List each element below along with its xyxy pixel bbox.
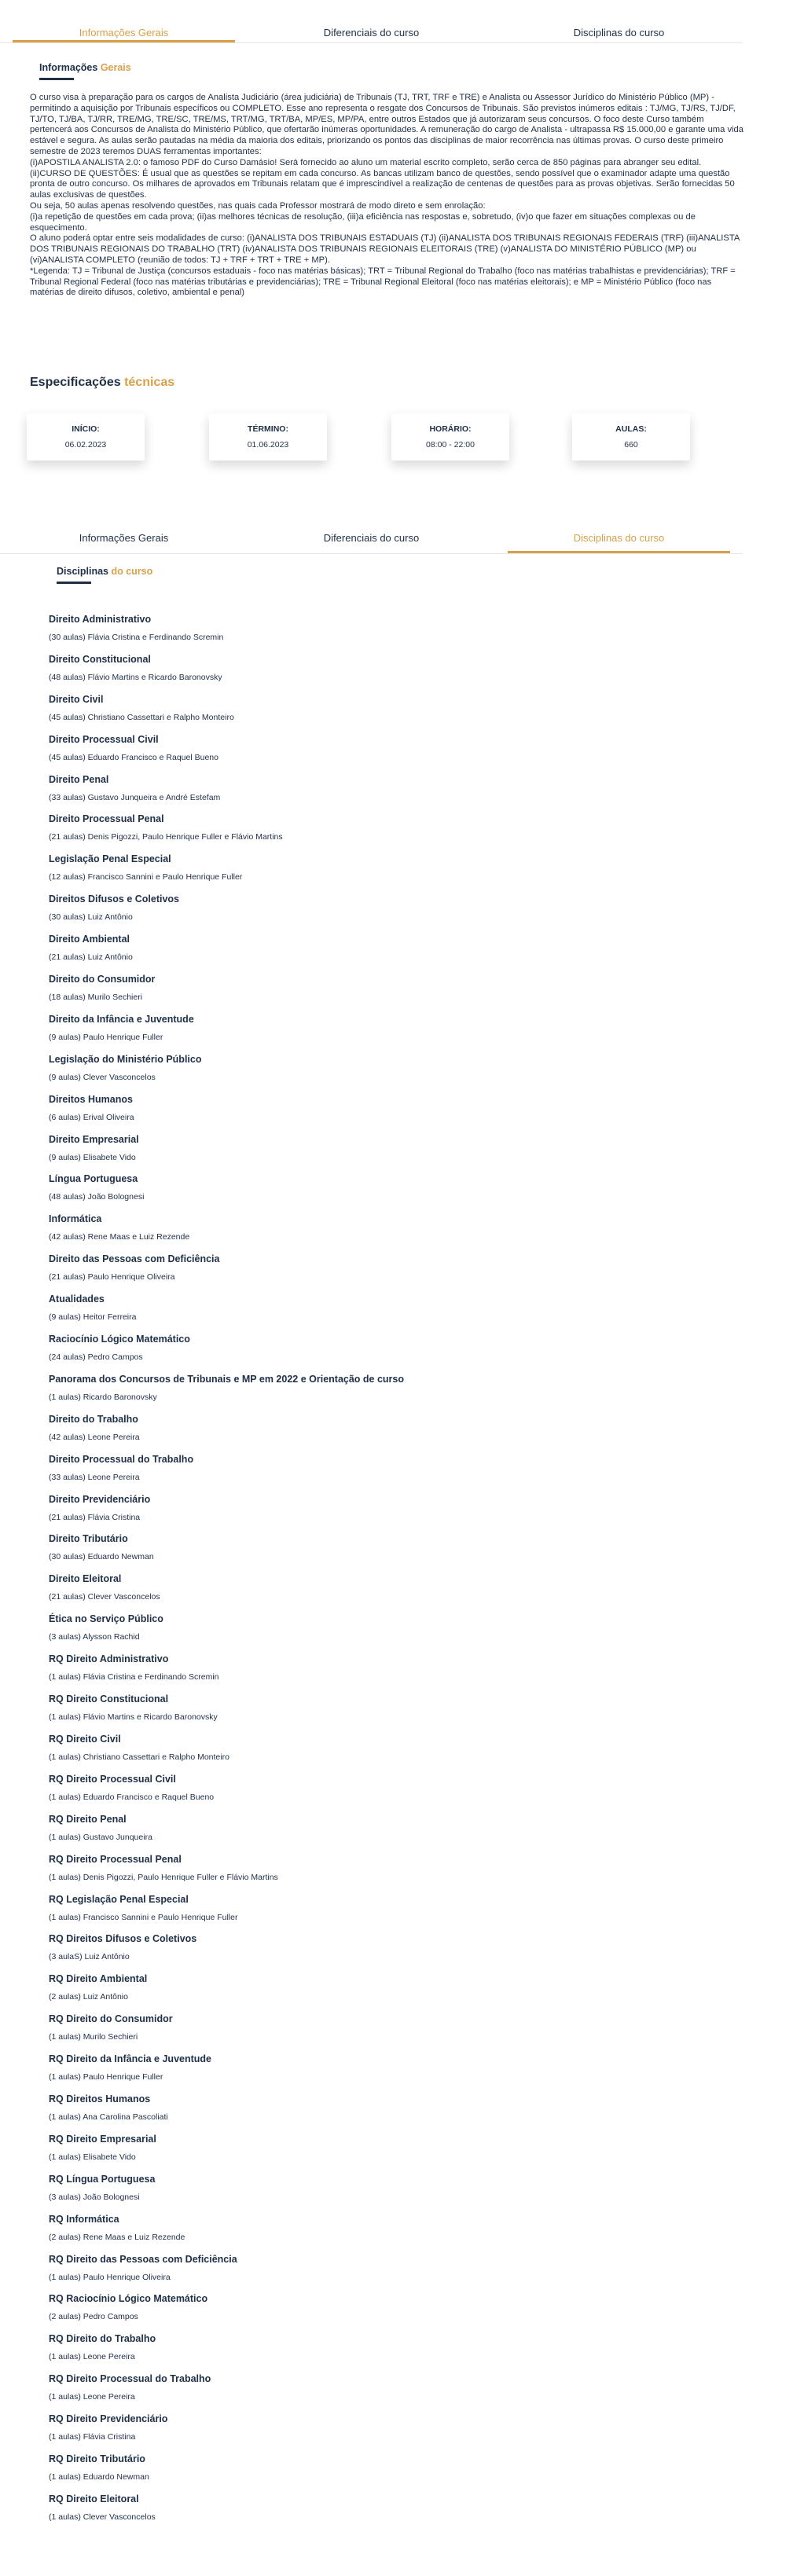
tabs-bottom — [0, 523, 743, 554]
tab-label: Disciplinas do curso — [573, 532, 665, 544]
discipline-item — [49, 2213, 740, 2253]
discipline-name: RQ Direito do Trabalho — [49, 2333, 156, 2345]
discipline-name: RQ Raciocínio Lógico Matemático — [49, 2293, 208, 2305]
discipline-name: Informática — [49, 1213, 102, 1225]
disciplines-title-main: Disciplinas — [57, 566, 112, 577]
tab-label: Disciplinas do curso — [573, 27, 665, 39]
discipline-meta: (21 aulas) Denis Pigozzi, Paulo Henrique Fuller e Flávio Martins — [49, 832, 283, 842]
discipline-meta: (45 aulas) Eduardo Francisco e Raquel Bueno — [49, 752, 218, 762]
discipline-meta: (30 aulas) Eduardo Newman — [49, 1552, 154, 1562]
discipline-name: RQ Direito Civil — [49, 1733, 121, 1745]
discipline-meta: (1 aulas) Clever Vasconcelos — [49, 2512, 156, 2522]
discipline-name: RQ Direito Administrativo — [49, 1653, 169, 1665]
discipline-meta: (24 aulas) Pedro Campos — [49, 1352, 143, 1363]
discipline-item — [49, 973, 740, 1013]
discipline-meta: (2 aulas) Luiz Antônio — [49, 1992, 128, 2002]
discipline-name: RQ Língua Portuguesa — [49, 2173, 156, 2185]
spec-card-aulas — [572, 413, 690, 461]
disciplines-title-accent: do curso — [111, 566, 153, 577]
discipline-name: RQ Direito Eleitoral — [49, 2493, 139, 2504]
discipline-item — [49, 853, 740, 893]
tab-disciplinas[interactable] — [495, 11, 743, 42]
discipline-item — [49, 1293, 740, 1333]
discipline-name: RQ Direito Processual do Trabalho — [49, 2373, 211, 2385]
discipline-item — [49, 2372, 740, 2413]
specs-title-main: Especificações — [30, 376, 125, 389]
discipline-meta: (21 aulas) Clever Vasconcelos — [49, 1592, 160, 1602]
tabs-top — [0, 11, 743, 43]
discipline-meta: (21 aulas) Paulo Henrique Oliveira — [49, 1272, 175, 1282]
discipline-meta: (21 aulas) Flávia Cristina — [49, 1512, 141, 1522]
discipline-item — [49, 813, 740, 853]
discipline-item — [49, 1373, 740, 1413]
discipline-meta: (45 aulas) Christiano Cassettari e Ralpho Monteiro — [49, 712, 234, 722]
discipline-meta: (33 aulas) Leone Pereira — [49, 1472, 140, 1482]
discipline-name: Panorama dos Concursos de Tribunais e MP em 2022 e Orientação de curso — [49, 1373, 405, 1385]
tab-active-indicator — [508, 551, 730, 553]
discipline-name: RQ Direito Processual Penal — [49, 1853, 182, 1865]
desc-paragraph: Ou seja, 50 aulas apenas resolvendo questões, nas quais cada Professor mostrará de modo direto e sem enrolação: — [30, 200, 486, 211]
discipline-item — [49, 1453, 740, 1493]
discipline-name: RQ Direito Tributário — [49, 2453, 145, 2464]
discipline-name: RQ Legislação Penal Especial — [49, 1893, 189, 1905]
specs-title — [30, 376, 174, 390]
disciplines-title — [57, 566, 152, 584]
discipline-item — [49, 2173, 740, 2213]
discipline-meta: (18 aulas) Murilo Sechieri — [49, 993, 143, 1003]
discipline-name: RQ Direito das Pessoas com Deficiência — [49, 2253, 237, 2265]
discipline-meta: (1 aulas) Christiano Cassettari e Ralpho Monteiro — [49, 1752, 229, 1762]
tab-label: Informações Gerais — [79, 532, 169, 544]
discipline-item — [49, 613, 740, 653]
spec-card-inicio — [27, 413, 145, 461]
spec-card-horario — [391, 413, 509, 461]
tab-label: Diferenciais do curso — [323, 27, 420, 39]
discipline-meta: (33 aulas) Gustavo Junqueira e André Estefam — [49, 792, 221, 802]
spec-value: 01.06.2023 — [247, 440, 289, 450]
discipline-name: RQ Direito Ambiental — [49, 1973, 148, 1985]
discipline-meta: (9 aulas) Clever Vasconcelos — [49, 1072, 156, 1082]
spec-value: 660 — [624, 440, 638, 450]
discipline-meta: (1 aulas) Flávia Cristina — [49, 2432, 136, 2442]
discipline-name: RQ Informática — [49, 2213, 119, 2225]
discipline-meta: (1 aulas) Denis Pigozzi, Paulo Henrique Fuller e Flávio Martins — [49, 1872, 278, 1882]
discipline-name: RQ Direito Previdenciário — [49, 2413, 168, 2425]
discipline-meta: (48 aulas) João Bolognesi — [49, 1192, 145, 1202]
tab-disciplinas[interactable] — [495, 523, 743, 553]
discipline-meta: (1 aulas) Eduardo Newman — [49, 2471, 149, 2482]
discipline-item — [49, 1693, 740, 1733]
discipline-name: Direito do Trabalho — [49, 1413, 138, 1425]
discipline-meta: (30 aulas) Flávia Cristina e Ferdinando Scremin — [49, 633, 224, 642]
discipline-meta: (6 aulas) Erival Oliveira — [49, 1112, 134, 1122]
discipline-name: Direito Civil — [49, 693, 104, 705]
discipline-item — [49, 1813, 740, 1853]
discipline-meta: (1 aulas) Flávio Martins e Ricardo Baronovsky — [49, 1712, 218, 1723]
discipline-name: Atualidades — [49, 1294, 105, 1305]
info-title — [39, 62, 131, 80]
discipline-meta: (1 aulas) Flávia Cristina e Ferdinando Scremin — [49, 1672, 219, 1682]
discipline-item — [49, 1133, 740, 1173]
tab-informacoes-gerais[interactable] — [0, 11, 248, 42]
discipline-name: RQ Direito Empresarial — [49, 2133, 156, 2145]
discipline-meta: (2 aulas) Pedro Campos — [49, 2312, 138, 2322]
info-title-accent: Gerais — [100, 62, 131, 73]
discipline-item — [49, 1213, 740, 1253]
discipline-item — [49, 1893, 740, 1933]
spec-value: 08:00 - 22:00 — [426, 440, 475, 450]
discipline-name: Direito da Infância e Juventude — [49, 1013, 194, 1025]
discipline-meta: (1 aulas) Gustavo Junqueira — [49, 1832, 152, 1842]
discipline-meta: (3 aulas) Alysson Rachid — [49, 1632, 140, 1642]
desc-paragraph: *Legenda: TJ = Tribunal de Justiça (concursos estaduais - foco nas matérias básicas); TRT = Tribunal Regional do Trabalho (foco nas matérias trabalhistas e previdenciárias); TRF = Tribunal Regional Federal (foco nas matérias tributárias e previdenciárias); TRE = Tribunal Regional Eleitoral (foco nas matérias eleitorais); e MP = Ministério Público (foco nas matérias de direito difusos, coletivo, ambiental e penal) — [30, 266, 736, 298]
discipline-meta: (2 aulas) Rene Maas e Luiz Rezende — [49, 2232, 185, 2242]
desc-paragraph: (i)APOSTILA ANALISTA 2.0: o famoso PDF do Curso Damásio! Será fornecido ao aluno um material escrito completo, serão cerca de 850 páginas para abranger seu edital. — [30, 157, 702, 167]
discipline-item — [49, 1013, 740, 1053]
discipline-meta: (3 aulas) João Bolognesi — [49, 2192, 140, 2202]
spec-card-termino — [209, 413, 327, 461]
discipline-name: Direito Previdenciário — [49, 1493, 151, 1505]
discipline-item — [49, 2253, 740, 2293]
discipline-meta: (42 aulas) Rene Maas e Luiz Rezende — [49, 1232, 190, 1242]
discipline-item — [49, 2013, 740, 2053]
tab-active-indicator — [13, 40, 235, 42]
discipline-item — [49, 2053, 740, 2093]
discipline-name: Direitos Humanos — [49, 1093, 133, 1105]
discipline-meta: (1 aulas) Leone Pereira — [49, 2352, 135, 2362]
discipline-item — [49, 1773, 740, 1813]
discipline-name: Direito Processual Civil — [49, 733, 159, 745]
discipline-meta: (21 aulas) Luiz Antônio — [49, 952, 133, 963]
discipline-name: Raciocínio Lógico Matemático — [49, 1334, 190, 1345]
discipline-meta: (1 aulas) Leone Pereira — [49, 2392, 135, 2402]
desc-paragraph: (ii)CURSO DE QUESTÕES: É usual que as questões se repitam em cada concurso. As bancas utilizam banco de questões, sendo possível que o examinador adapte uma questão pronta de outro concurso. Os milhares de aprovados em Tribunais relatam que é imprescindível a realização de centenas de questões para as provas objetivas. Serão fornecidas 50 aulas exclusivas de questões. — [30, 168, 735, 200]
tab-label: Diferenciais do curso — [323, 532, 420, 544]
discipline-item — [49, 1733, 740, 1773]
desc-paragraph: (i)a repetição de questões em cada prova; (ii)as melhores técnicas de resolução, (iii)a eficiência nas respostas e, sobretudo, (iv)o que fazer em situações complexas ou de esquecimento. — [30, 211, 696, 233]
info-title-main: Informações — [39, 62, 101, 73]
discipline-item — [49, 2332, 740, 2372]
discipline-name: Direitos Difusos e Coletivos — [49, 894, 180, 905]
tab-diferenciais[interactable] — [248, 11, 495, 42]
spec-label: HORÁRIO: — [429, 424, 472, 434]
discipline-item — [49, 2413, 740, 2453]
spec-label: INÍCIO: — [72, 424, 100, 434]
discipline-item — [49, 733, 740, 773]
discipline-name: Direito Processual Penal — [49, 813, 164, 825]
disciplines-list — [49, 613, 740, 2533]
discipline-name: Direito Processual do Trabalho — [49, 1453, 194, 1465]
discipline-name: Direito Ambiental — [49, 934, 130, 945]
discipline-name: Ética no Serviço Público — [49, 1613, 163, 1625]
discipline-item — [49, 1653, 740, 1693]
discipline-meta: (1 aulas) Ricardo Baronovsky — [49, 1392, 157, 1402]
discipline-name: Direito Penal — [49, 773, 109, 785]
discipline-meta: (3 aulaS) Luiz Antônio — [49, 1952, 130, 1962]
discipline-meta: (1 aulas) Paulo Henrique Fuller — [49, 2072, 163, 2082]
discipline-meta: (9 aulas) Paulo Henrique Fuller — [49, 1032, 163, 1042]
discipline-name: Direito do Consumidor — [49, 974, 156, 985]
specs-title-accent: técnicas — [124, 376, 175, 389]
discipline-meta: (9 aulas) Heitor Ferreira — [49, 1312, 137, 1323]
discipline-item — [49, 1333, 740, 1373]
discipline-name: Língua Portuguesa — [49, 1173, 138, 1185]
discipline-name: RQ Direito Constitucional — [49, 1693, 169, 1705]
discipline-meta: (1 aulas) Paulo Henrique Oliveira — [49, 2272, 171, 2282]
discipline-name: RQ Direito Penal — [49, 1813, 127, 1825]
discipline-item — [49, 1172, 740, 1213]
tab-diferenciais[interactable] — [248, 523, 495, 553]
discipline-meta: (1 aulas) Eduardo Francisco e Raquel Bueno — [49, 1792, 215, 1802]
discipline-item — [49, 1972, 740, 2013]
discipline-item — [49, 693, 740, 733]
discipline-meta: (1 aulas) Francisco Sannini e Paulo Henrique Fuller — [49, 1912, 238, 1922]
discipline-item — [49, 2292, 740, 2332]
discipline-item — [49, 1853, 740, 1893]
discipline-name: Direito Administrativo — [49, 614, 152, 625]
discipline-name: Legislação Penal Especial — [49, 853, 171, 865]
discipline-item — [49, 1253, 740, 1293]
discipline-meta: (1 aulas) Elisabete Vido — [49, 2152, 136, 2162]
course-description — [30, 93, 745, 299]
discipline-name: Direito Eleitoral — [49, 1573, 122, 1585]
desc-paragraph: O curso visa à preparação para os cargos de Analista Judiciário (área judiciária) de Tribunais (TJ, TRT, TRF e TRE) e Analista ou Assessor Jurídico do Ministério Público (MP) - permitindo a aquisição por Tribunais específicos ou COMPLETO. Esse ano representa o resgate dos Concursos de Tribunais. São previstos inúmeros editais : TJ/MG, TJ/RS, TJ/DF, TJ/TO, TJ/BA, TJ/RR, TRE/MG, TRE/SC, TRE/MS, TRT/MG, TRT/BA, MP/ES, MP/PA, entre outros Estados que já autorizaram seus concursos. O foco deste Curso também pertencerá aos Concursos de Analista do Ministério Público, que ofertarão inúmeras oportunidades. A remuneração do cargo de Analista - ultrapassa R$ 15.000,00 e garante uma vida estável e segura. As aulas serão pautadas na média da maioria dos editais, priorizando os pontos das disciplinas de maior recorrência nas últimas provas. O curso deste primeiro semestre de 2023 teremos DUAS ferramentas importantes: — [30, 93, 743, 156]
discipline-name: Direito Tributário — [49, 1533, 128, 1545]
discipline-meta: (9 aulas) Elisabete Vido — [49, 1152, 136, 1162]
discipline-name: Direito Empresarial — [49, 1133, 139, 1145]
discipline-meta: (30 aulas) Luiz Antônio — [49, 912, 133, 923]
discipline-item — [49, 1493, 740, 1533]
discipline-name: RQ Direito Processual Civil — [49, 1773, 176, 1785]
tab-label: Informações Gerais — [79, 27, 169, 39]
discipline-meta: (42 aulas) Leone Pereira — [49, 1432, 140, 1442]
discipline-item — [49, 2133, 740, 2173]
discipline-item — [49, 933, 740, 973]
discipline-name: Direito Constitucional — [49, 653, 151, 665]
discipline-name: Legislação do Ministério Público — [49, 1053, 202, 1065]
discipline-item — [49, 1613, 740, 1653]
spec-label: TÉRMINO: — [248, 424, 288, 434]
title-underline — [57, 582, 91, 584]
discipline-item — [49, 893, 740, 933]
discipline-name: RQ Direitos Difusos e Coletivos — [49, 1933, 197, 1945]
discipline-item — [49, 773, 740, 813]
discipline-meta: (48 aulas) Flávio Martins e Ricardo Baronovsky — [49, 672, 222, 682]
discipline-item — [49, 2093, 740, 2133]
discipline-item — [49, 1413, 740, 1453]
tab-informacoes-gerais[interactable] — [0, 523, 248, 553]
desc-paragraph: O aluno poderá optar entre seis modalidades de curso: (i)ANALISTA DOS TRIBUNAIS ESTADUAIS (TJ) (ii)ANALISTA DOS TRIBUNAIS REGIONAIS FEDERAIS (TRF) (iii)ANALISTA DOS TRIBUNAIS REGIONAIS DO TRABALHO (TRT) (iv)ANALISTA DOS TRIBUNAIS REGIONAIS ELEITORAIS (TRE) (v)ANALISTA DO MINISTÉRIO PÚBLICO (MP) ou (vi)ANALISTA COMPLETO (reunião de todos: TJ + TRF + TRT + TRE + MP). — [30, 233, 740, 265]
discipline-item — [49, 1572, 740, 1613]
discipline-meta: (1 aulas) Ana Carolina Pascoliati — [49, 2112, 168, 2122]
discipline-name: RQ Direitos Humanos — [49, 2093, 151, 2104]
discipline-item — [49, 1932, 740, 1972]
discipline-item — [49, 2493, 740, 2533]
spec-value: 06.02.2023 — [64, 440, 107, 450]
discipline-meta: (12 aulas) Francisco Sannini e Paulo Henrique Fuller — [49, 872, 243, 883]
discipline-name: Direito das Pessoas com Deficiência — [49, 1253, 220, 1265]
discipline-item — [49, 1532, 740, 1572]
discipline-item — [49, 653, 740, 693]
title-underline — [39, 78, 74, 80]
discipline-meta: (1 aulas) Murilo Sechieri — [49, 2032, 138, 2042]
discipline-item — [49, 2453, 740, 2493]
spec-label: AULAS: — [615, 424, 647, 434]
discipline-name: RQ Direito da Infância e Juventude — [49, 2053, 211, 2065]
discipline-item — [49, 1053, 740, 1093]
discipline-name: RQ Direito do Consumidor — [49, 2013, 173, 2025]
discipline-item — [49, 1093, 740, 1133]
